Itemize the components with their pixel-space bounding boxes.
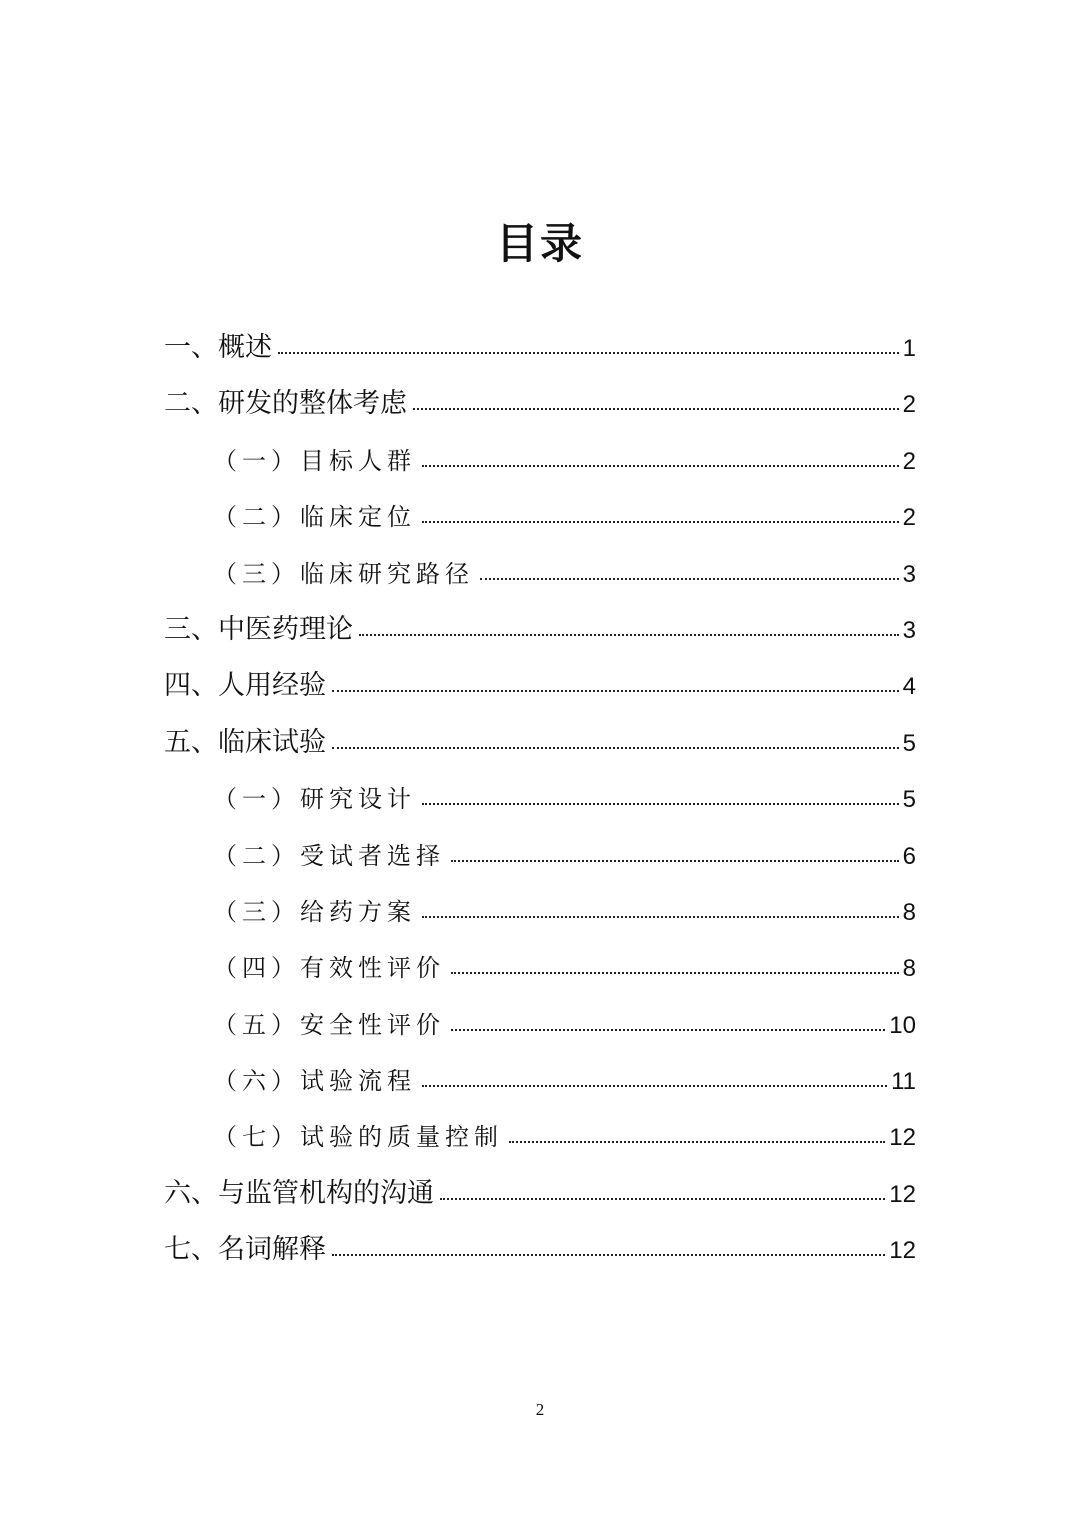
toc-entry-label: （一）目标人群 — [213, 446, 416, 475]
toc-entry-section[interactable] — [164, 602, 916, 658]
toc-entry-page-number: 5 — [902, 786, 916, 814]
toc-entry-label: （一）研究设计 — [213, 785, 416, 814]
toc-entry-subsection[interactable] — [164, 940, 916, 996]
toc-dot-leader — [440, 1198, 885, 1200]
toc-entry-label: 五、临床试验 — [164, 726, 326, 758]
toc-entry-page-number: 2 — [902, 447, 916, 475]
toc-entry-page-number: 8 — [902, 898, 916, 926]
toc-entry-label: （五）安全性评价 — [213, 1010, 445, 1039]
toc-entry-label: 二、研发的整体考虑 — [164, 388, 407, 420]
toc-entry-page-number: 5 — [902, 729, 916, 757]
toc-entry-section[interactable] — [164, 1222, 916, 1278]
toc-entry-page-number: 12 — [889, 1180, 916, 1208]
toc-entry-label: 四、人用经验 — [164, 670, 326, 702]
toc-entry-label: （四）有效性评价 — [213, 954, 445, 983]
toc-entry-label: （二）受试者选择 — [213, 841, 445, 870]
toc-entry-page-number: 1 — [902, 335, 916, 362]
table-of-contents — [164, 320, 916, 1279]
toc-dot-leader — [451, 1029, 885, 1031]
toc-entry-label: 三、中医药理论 — [164, 613, 353, 645]
toc-entry-subsection[interactable] — [164, 1109, 916, 1165]
toc-dot-leader — [422, 1085, 887, 1087]
toc-entry-subsection[interactable] — [164, 546, 916, 602]
toc-entry-label: （六）试验流程 — [213, 1067, 416, 1096]
toc-entry-section[interactable] — [164, 376, 916, 432]
toc-entry-section[interactable] — [164, 715, 916, 771]
toc-dot-leader — [451, 972, 899, 974]
toc-dot-leader — [278, 352, 899, 354]
toc-entry-page-number: 8 — [902, 955, 916, 983]
toc-entry-subsection[interactable] — [164, 433, 916, 489]
toc-entry-label: 六、与监管机构的沟通 — [164, 1177, 434, 1209]
toc-entry-page-number: 12 — [889, 1237, 916, 1265]
toc-entry-page-number: 6 — [902, 842, 916, 870]
toc-entry-page-number: 2 — [902, 391, 916, 419]
toc-dot-leader — [509, 1141, 885, 1143]
toc-entry-section[interactable] — [164, 658, 916, 714]
toc-dot-leader — [422, 916, 899, 918]
toc-entry-page-number: 3 — [902, 616, 916, 644]
toc-entry-page-number: 3 — [902, 560, 916, 588]
toc-entry-label: （三）临床研究路径 — [213, 559, 474, 588]
toc-entry-page-number: 11 — [891, 1068, 916, 1096]
toc-entry-page-number: 4 — [902, 673, 916, 701]
toc-dot-leader — [480, 578, 899, 580]
toc-entry-label: 七、名词解释 — [164, 1234, 326, 1266]
toc-entry-subsection[interactable] — [164, 1053, 916, 1109]
toc-entry-section[interactable] — [164, 320, 916, 376]
toc-entry-subsection[interactable] — [164, 828, 916, 884]
toc-entry-label: （二）临床定位 — [213, 503, 416, 532]
toc-entry-label: 一、概述 — [164, 332, 272, 363]
toc-dot-leader — [422, 521, 899, 523]
toc-entry-section[interactable] — [164, 1166, 916, 1222]
toc-dot-leader — [422, 803, 899, 805]
toc-dot-leader — [332, 1254, 885, 1256]
toc-entry-page-number: 10 — [889, 1011, 916, 1039]
toc-entry-subsection[interactable] — [164, 884, 916, 940]
page-title: 目录 — [495, 219, 584, 268]
toc-entry-subsection[interactable] — [164, 997, 916, 1053]
toc-dot-leader — [413, 408, 899, 410]
toc-entry-subsection[interactable] — [164, 489, 916, 545]
page-number: 2 — [535, 1400, 545, 1419]
toc-dot-leader — [359, 634, 899, 636]
toc-entry-page-number: 2 — [902, 504, 916, 532]
toc-entry-subsection[interactable] — [164, 771, 916, 827]
toc-entry-label: （三）给药方案 — [213, 897, 416, 926]
toc-dot-leader — [422, 465, 899, 467]
toc-dot-leader — [332, 747, 899, 749]
toc-dot-leader — [332, 690, 899, 692]
toc-entry-label: （七）试验的质量控制 — [213, 1123, 503, 1152]
toc-entry-page-number: 12 — [889, 1124, 916, 1152]
toc-dot-leader — [451, 860, 899, 862]
